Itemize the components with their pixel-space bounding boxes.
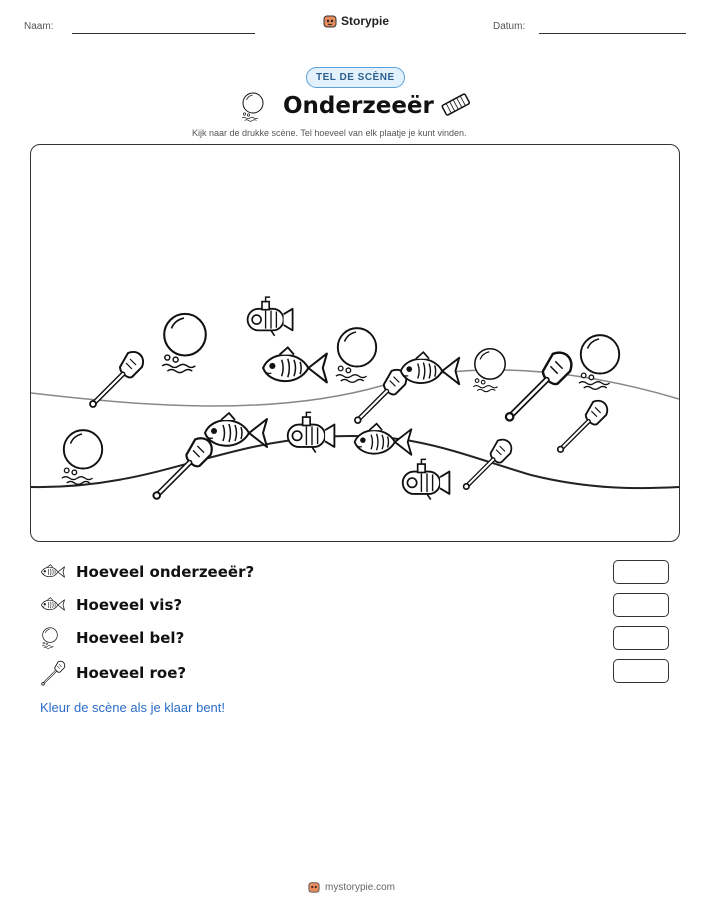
bubble-icon xyxy=(240,92,266,122)
date-label: Datum: xyxy=(493,21,526,32)
bubble-item xyxy=(473,349,505,392)
answer-box-bubble[interactable] xyxy=(613,626,669,650)
bubble-icon xyxy=(40,627,66,649)
bubble-item xyxy=(162,314,206,373)
brand-name: Storypie xyxy=(341,14,390,28)
bubble-item xyxy=(579,335,619,389)
question-label: Hoeveel bel? xyxy=(76,629,185,647)
question-label: Hoeveel vis? xyxy=(76,596,183,614)
storypie-logo-icon xyxy=(308,881,320,893)
name-label: Naam: xyxy=(24,21,54,32)
bubble-item xyxy=(62,430,102,484)
scene-illustration xyxy=(31,145,679,541)
page-title: Onderzeeër xyxy=(283,93,434,119)
paddle-icon xyxy=(40,660,66,686)
question-row xyxy=(40,627,184,649)
submarine-item xyxy=(403,459,450,499)
answer-box-fish[interactable] xyxy=(613,593,669,617)
scene-frame xyxy=(30,144,680,542)
paddle-item xyxy=(464,440,512,490)
color-instruction: Kleur de scène als je klaar bent! xyxy=(40,700,225,715)
footer-url[interactable]: mystorypie.com xyxy=(325,881,396,893)
fish-item xyxy=(205,413,267,447)
storypie-logo-icon xyxy=(323,14,337,28)
footer xyxy=(308,881,395,893)
name-field-line[interactable] xyxy=(72,33,255,34)
fish-item xyxy=(355,424,412,455)
brand-logo xyxy=(323,14,389,28)
submarine-item xyxy=(248,297,293,336)
answer-box-submarine[interactable] xyxy=(613,560,669,584)
fish-item xyxy=(401,352,459,384)
fish-item xyxy=(263,347,327,382)
paddle-item xyxy=(153,438,211,499)
submarine-icon xyxy=(40,561,66,583)
question-row xyxy=(40,561,254,583)
date-field-line[interactable] xyxy=(539,33,686,34)
eraser-icon xyxy=(440,93,472,117)
paddle-item xyxy=(506,353,571,421)
question-label: Hoeveel roe? xyxy=(76,664,187,682)
bubble-item xyxy=(336,328,376,382)
instructions: Kijk naar de drukke scène. Tel hoeveel van elk plaatje je kunt vinden. xyxy=(192,128,467,138)
fish-icon xyxy=(40,594,66,616)
paddle-item xyxy=(90,352,143,407)
question-label: Hoeveel onderzeeër? xyxy=(76,563,255,581)
submarine-item xyxy=(288,412,335,452)
question-row xyxy=(40,660,186,686)
paddle-item xyxy=(558,401,608,452)
answer-box-paddle[interactable] xyxy=(613,659,669,683)
scene-badge: TEL DE SCÈNE xyxy=(306,67,405,88)
question-row xyxy=(40,594,182,616)
